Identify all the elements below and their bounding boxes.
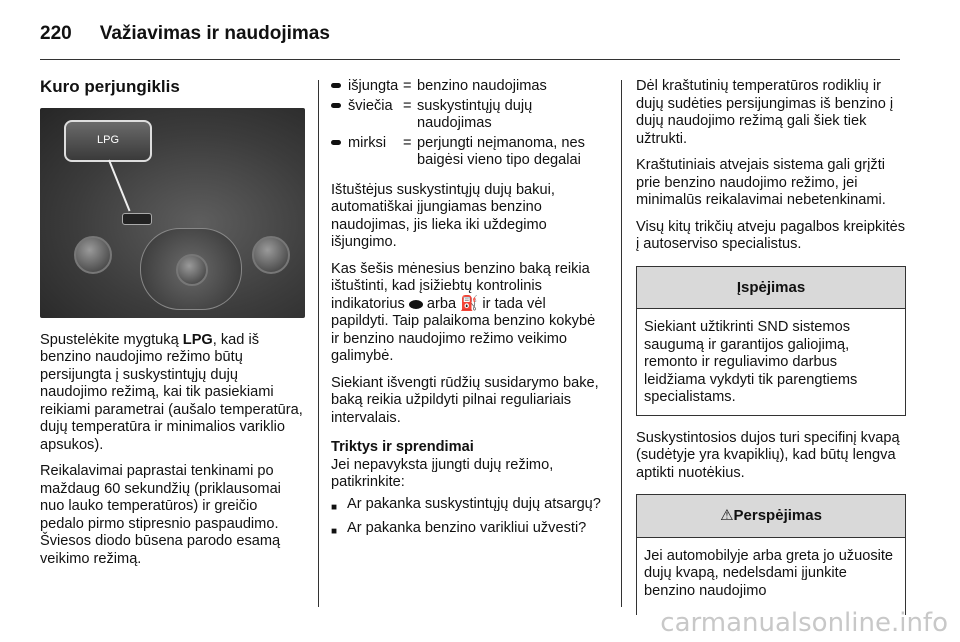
warning-box [636,494,906,615]
p1-bold: LPG [182,331,213,348]
fuel-pump-icon: ⛽ [460,295,479,312]
status-value: perjungti neįmanoma, nes baigėsi vieno tipo degalai [417,134,585,168]
warning-triangle-icon: ⚠ [720,507,734,524]
status-value: benzino naudojimas [417,78,547,94]
column-divider-2 [621,80,622,607]
paragraph-2: Kraštutiniais atvejais sistema gali grįžti prie benzino naudojimo režimo, jei minimalūs reikalavimai nebetenkinami. [636,157,886,208]
status-label: mirksi [348,134,387,151]
bullet-mark: ■ [331,501,338,513]
section-title: Kuro perjungiklis [40,77,180,96]
p2-text: Kas šešis mėnesius benzino baką reikia ištuštinti, kad įsižiebtų kontrolinis indikatorius [331,260,590,312]
dashboard-photo [40,108,305,318]
caution-box-title: Įspėjimas [637,267,905,310]
paragraph-3: Šviesos diodo būsena parodo esamą veikimo režimą. [40,533,281,567]
p2-mid: arba [422,295,461,312]
column-1 [40,78,305,577]
page-header [40,14,900,54]
header-divider [40,59,900,60]
paragraph-4: Jei nepavyksta įjungti dujų režimo, patikrinkite: [331,456,554,490]
paragraph-3: Siekiant išvengti rūdžių susidarymo bake, baką reikia užpildyti pilnai reguliariais intervalais. [331,374,599,426]
knob-left [74,236,112,274]
status-row [331,78,606,96]
led-icon [331,135,348,170]
center-knob [176,254,208,286]
paragraph-1: Ištuštėjus suskystintųjų dujų bakui, automatiškai įjungiamas benzino naudojimas, jis lieka iki uždegimo išjungimo. [331,181,555,250]
callout-line [108,159,130,211]
bullet-mark: ■ [331,526,338,537]
led-icon [331,78,348,96]
status-row [331,98,606,133]
status-value: suskystintųjų dujų naudojimas [417,97,533,131]
column-divider-1 [318,80,319,607]
lpg-button-closeup: LPG [64,120,152,162]
column-3 [636,78,906,615]
warning-title-text: Perspėjimas [733,507,822,524]
paragraph-2 [331,261,606,366]
status-label: išjungta [348,78,399,94]
page-number: 220 [40,23,72,44]
warning-box-title [637,495,905,538]
subheading: Triktys ir sprendimai [331,439,474,455]
bullet-item [331,496,606,517]
paragraph-4: Suskystintosios dujos turi specifinį kvapą (sudėtyje yra kvapiklių), kad būtų lengva aptikti nuotėkius. [636,429,900,481]
lpg-button-small [122,213,152,225]
watermark: carmanualsonline.info [660,608,948,638]
paragraph-1 [40,332,305,455]
bullet-item [331,520,606,541]
p1-text-end: , kad iš benzino naudojimo režimo būtų persijungta į suskystintųjų dujų naudojimo režimą, kai tik pasiekiami reikiami parametrai (aušalo temperatūra, dujų temperatūra ir minimalios variklio apsukos). [40,331,303,453]
chapter-title: Važiavimas ir naudojimas [99,23,330,44]
status-label: šviečia [348,97,393,114]
paragraph-2: Reikalavimai paprastai tenkinami po maždaug 60 sekundžių (priklausomai nuo lauko temperatūros) ir greičio pedalo pirmo stipresnio paspaudimo. [40,463,281,532]
paragraph-1: Dėl kraštutinių temperatūros rodiklių ir dujų sudėties persijungimas iš benzino į dujų naudojimo režimą gali šiek tiek užtrukti. [636,78,894,147]
led-icon [331,98,348,133]
caution-box [636,266,906,416]
status-row [331,135,606,170]
warning-box-body: Jei automobilyje arba greta jo užuosite dujų kvapą, nedelsdami įjunkite benzino naudojimo [644,547,894,599]
led-indicator-icon [409,300,423,309]
status-eq: = [403,78,412,94]
caution-box-body: Siekiant užtikrinti SND sistemos saugumą ir garantijos galiojimą, remonto ir reguliavimo darbus leidžiama vykdyti tik parengtiems specialistams. [644,319,858,405]
bullet-text: Ar pakanka benzino varikliui užvesti? [347,520,587,536]
knob-right [252,236,290,274]
paragraph-3: Visų kitų trikčių atveju pagalbos kreipkitės į autoserviso specialistus. [636,218,906,252]
p1-text: Spustelėkite mygtuką [40,331,183,348]
column-2 [331,78,606,541]
bullet-text: Ar pakanka suskystintųjų dujų atsargų? [347,495,601,512]
status-eq: = [403,97,412,114]
p2-text-end: ir tada vėl papildyti. Taip palaikoma benzino kokybė ir benzino naudojimo režimo veikimo galimybė. [331,295,596,364]
status-eq: = [403,134,412,151]
